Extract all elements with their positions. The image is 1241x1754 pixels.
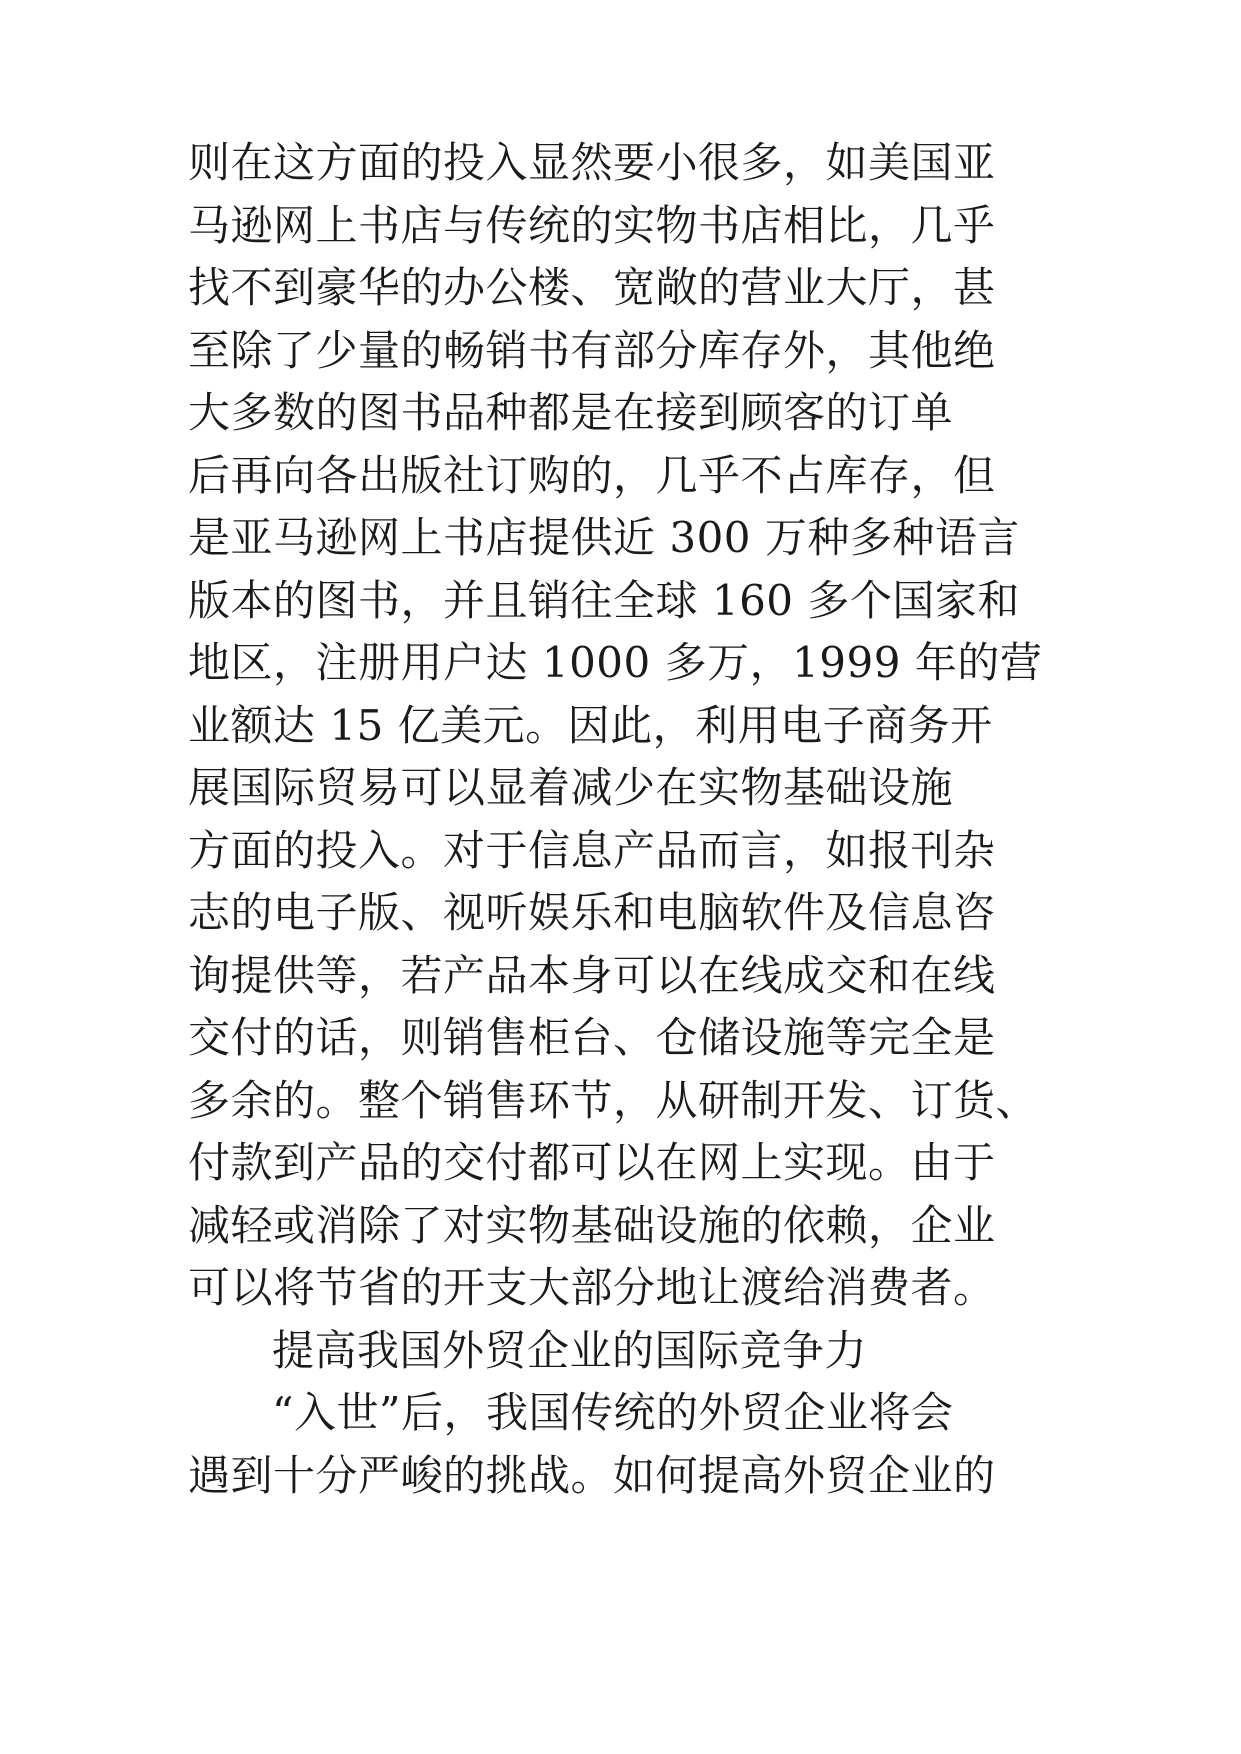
text-line: 马逊网上书店与传统的实物书店相比，几乎	[188, 200, 996, 250]
text-line: 是亚马逊网上书店提供近 300 万种多种语言	[188, 513, 1020, 562]
text-line: 减轻或消除了对实物基础设施的依赖，企业	[188, 1200, 996, 1250]
text-line: 方面的投入。对于信息产品而言，如报刊杂	[188, 825, 996, 875]
text-line: 地区，注册用户达 1000 多万，1999 年的营	[188, 638, 1043, 687]
body-text	[188, 132, 1068, 1507]
text-line: 大多数的图书品种都是在接到顾客的订单	[188, 388, 954, 437]
text-line: 询提供等，若产品本身可以在线成交和在线	[188, 950, 996, 1000]
section-heading: 提高我国外贸企业的国际竞争力	[272, 1325, 868, 1375]
text-line: 可以将节省的开支大部分地让渡给消费者。	[188, 1263, 996, 1312]
text-line: 多余的。整个销售环节，从研制开发、订货、	[188, 1075, 1039, 1125]
text-line: 后再向各出版社订购的，几乎不占库存，但	[188, 450, 996, 500]
text-line: 则在这方面的投入显然要小很多，如美国亚	[188, 138, 996, 187]
text-line: 付款到产品的交付都可以在网上实现。由于	[188, 1138, 996, 1187]
text-line: 至除了少量的畅销书有部分库存外，其他绝	[188, 325, 996, 375]
text-line: 版本的图书，并且销往全球 160 多个国家和	[188, 575, 1020, 625]
text-line: 找不到豪华的办公楼、宽敞的营业大厅，甚	[188, 263, 996, 312]
text-line: “入世”后，我国传统的外贸企业将会	[272, 1388, 954, 1437]
text-line: 交付的话，则销售柜台、仓储设施等完全是	[188, 1013, 996, 1062]
text-line: 展国际贸易可以显着减少在实物基础设施	[188, 763, 954, 812]
text-line: 业额达 15 亿美元。因此，利用电子商务开	[188, 700, 993, 750]
text-line: 志的电子版、视听娱乐和电脑软件及信息咨	[188, 888, 996, 937]
text-line: 遇到十分严峻的挑战。如何提高外贸企业的	[188, 1450, 996, 1500]
